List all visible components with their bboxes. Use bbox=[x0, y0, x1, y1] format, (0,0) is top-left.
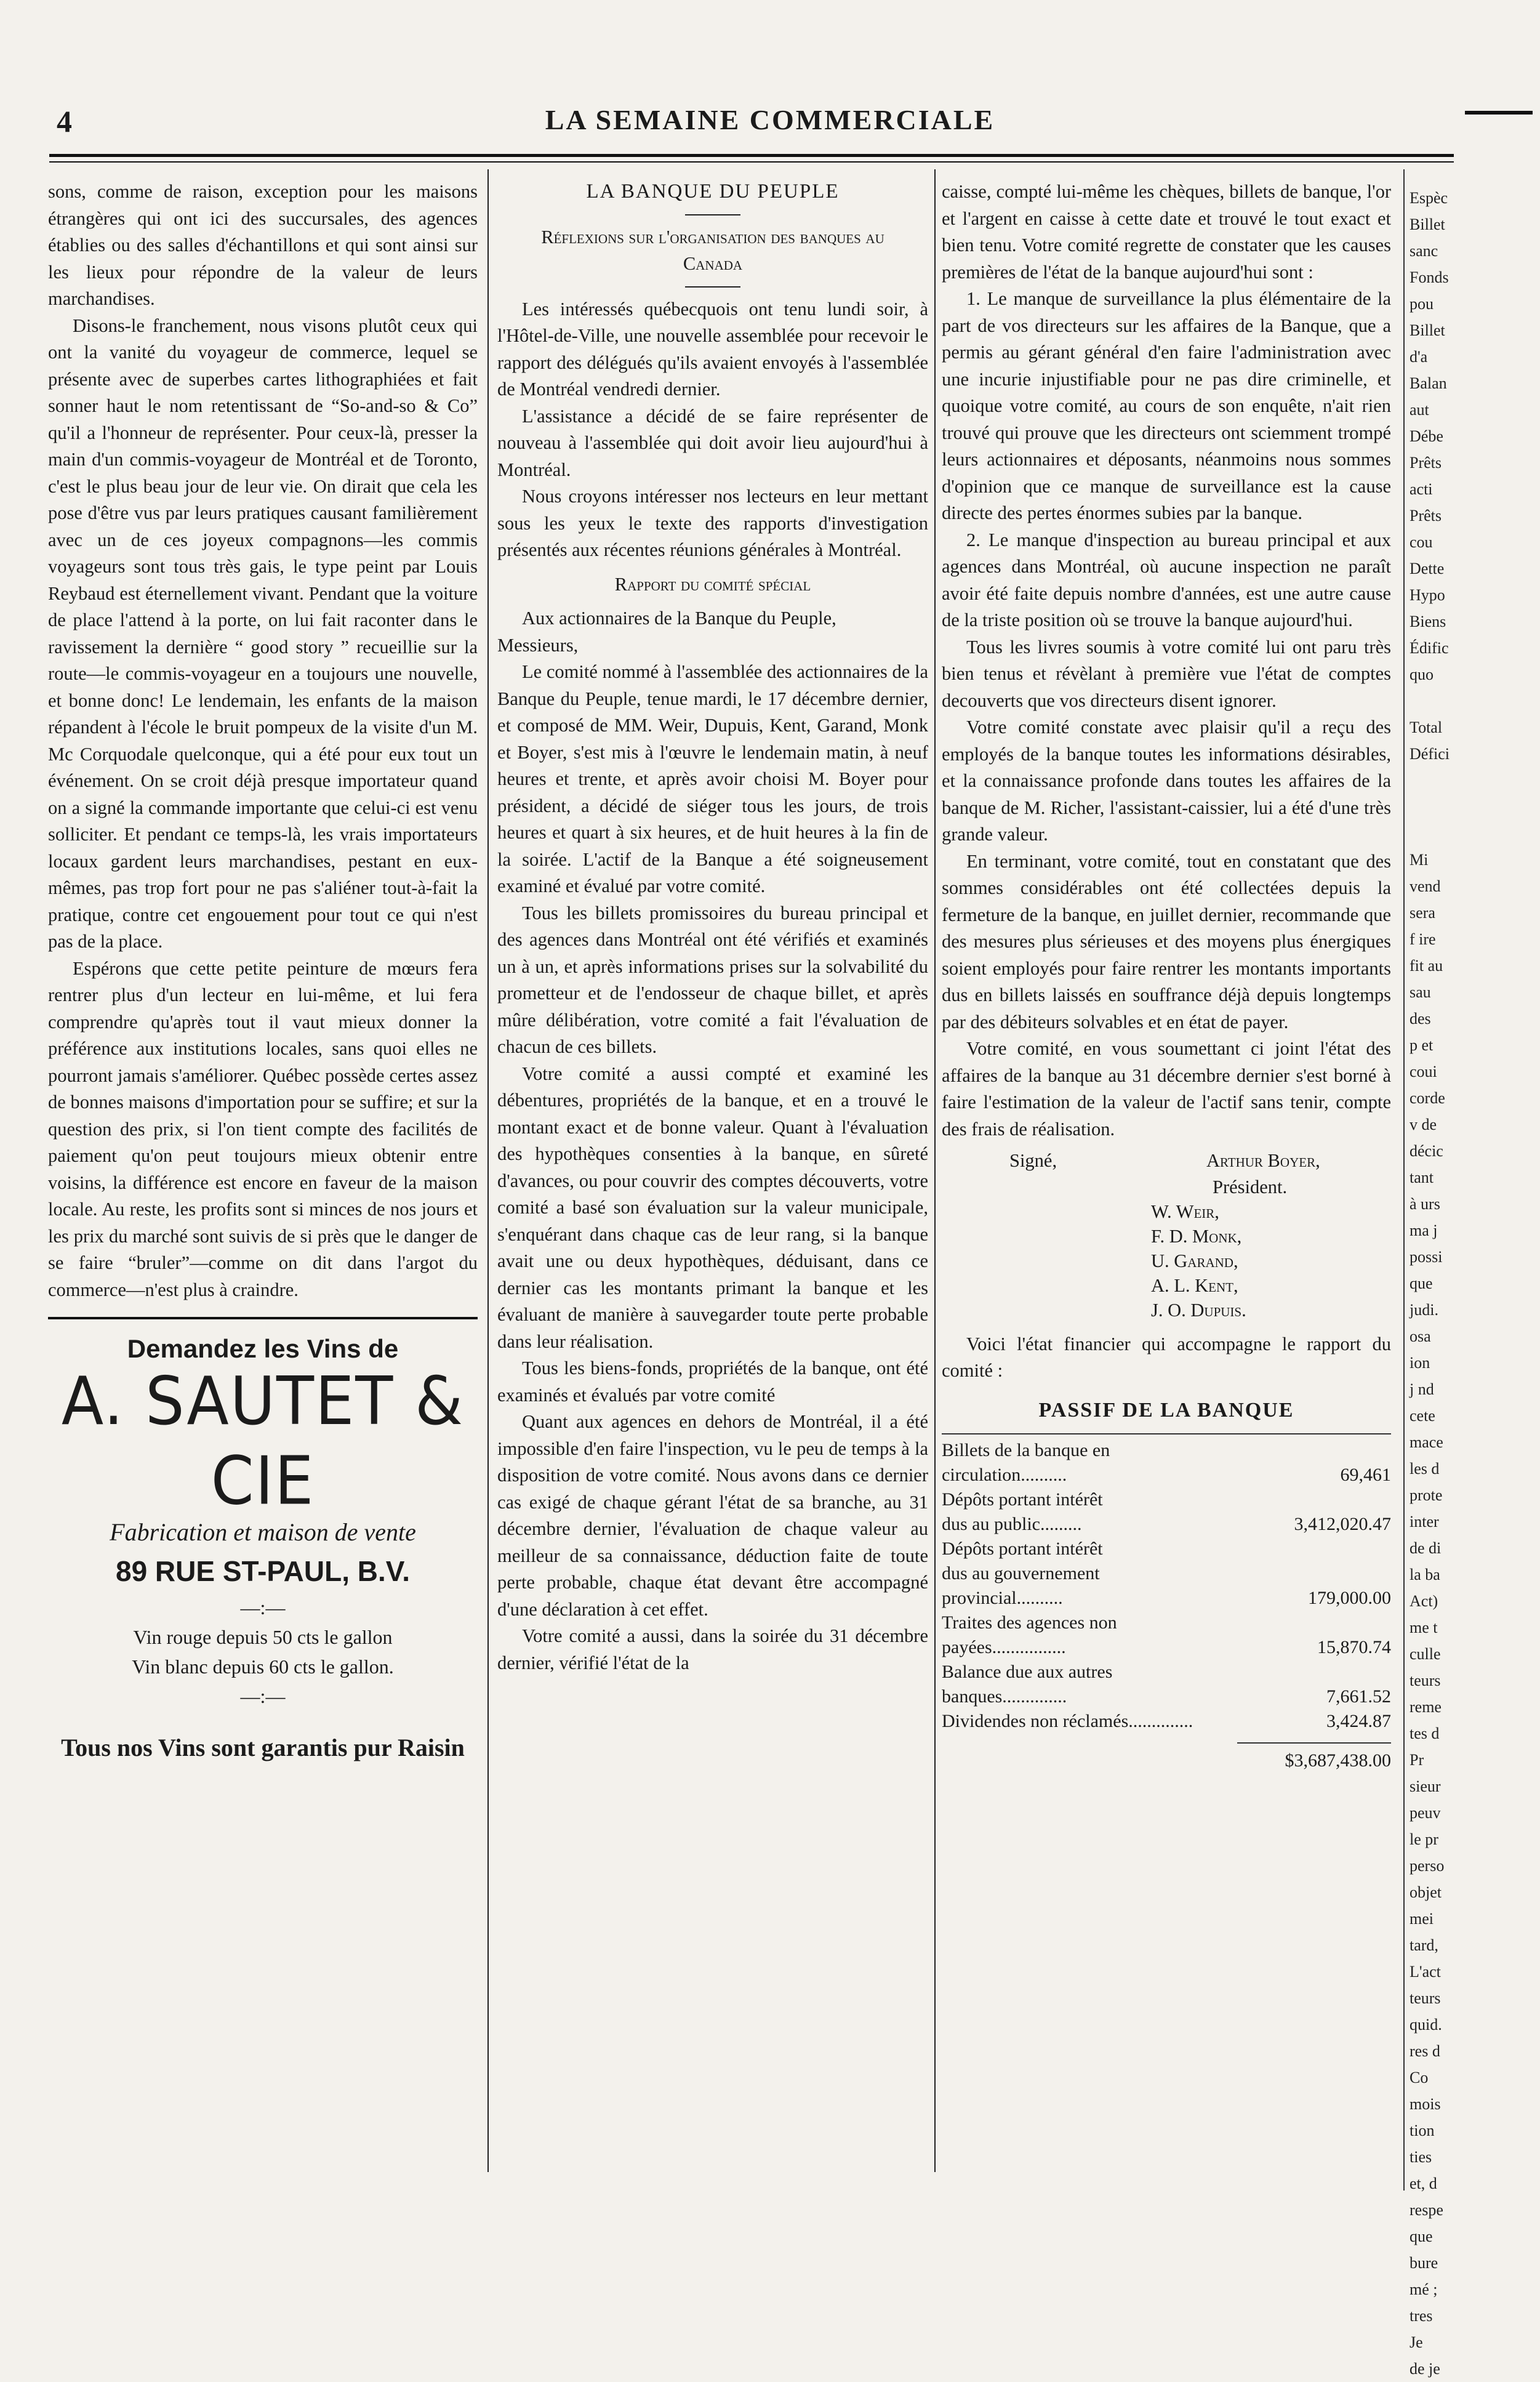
masthead-rule bbox=[49, 154, 1454, 157]
edge-fragment-line: sera bbox=[1410, 904, 1435, 922]
row-label: Dépôts portant intérêt dus au public......... bbox=[942, 1489, 1103, 1534]
signer-name: W. Weir, bbox=[1151, 1201, 1219, 1222]
paragraph: L'assistance a décidé de se faire représenter de nouveau à l'assemblée qui doit avoir lieu aujourd'hui à Montréal. bbox=[497, 405, 928, 480]
edge-fragment-line: Balan bbox=[1410, 374, 1447, 392]
table-row bbox=[942, 1438, 1391, 1487]
edge-fragment-line: vend bbox=[1410, 877, 1441, 895]
paragraph: Votre comité, en vous soumettant ci joint l'état des affaires de la banque au 31 décembre dernier s'est borné à faire l'estimation de la valeur de l'actif sans tenir, compte des frais de réalisation. bbox=[942, 1038, 1391, 1140]
edge-fragment-line: des bbox=[1410, 1010, 1431, 1028]
edge-fragment-line: peuv bbox=[1410, 1804, 1441, 1822]
paragraph: 2. Le manque d'inspection au bureau principal et aux agences dans Montréal, où aucune inspection ne paraît avoir été faite depuis nombre d'années, est une autre cause de la triste position où se trouve la banque aujourd'hui. bbox=[942, 529, 1391, 630]
signer-name: Arthur Boyer, bbox=[1206, 1150, 1320, 1171]
edge-fragment-line: Co bbox=[1410, 2069, 1429, 2086]
edge-fragment-line: judi. bbox=[1410, 1301, 1438, 1319]
paragraph: Votre comité constate avec plaisir qu'il a reçu des employés de la banque toutes les informations désirables, et la connaissance profonde dans toutes les affaires de la banque de M. Richer, l'assistant-caissier, lui a été d'une très grande valeur. bbox=[942, 717, 1391, 845]
edge-fragment-line: quo bbox=[1410, 666, 1434, 683]
column-divider bbox=[487, 169, 489, 2172]
edge-fragment-line: Hypo bbox=[1410, 586, 1445, 604]
edge-fragment-line: sau bbox=[1410, 983, 1431, 1001]
paragraph: En terminant, votre comité, tout en constatant que des sommes considérables ont été collectées depuis la fermeture de la banque, en juillet dernier, recommande que des mesures plus sérieuses et des moyens plus énergiques soient employés pour faire rentrer les montants importants dus en billets laissés en souffrance déjà depuis longtemps par des débiteurs solvables et en état de payer. bbox=[942, 850, 1391, 1032]
ad-separator: —:— bbox=[240, 1596, 286, 1619]
row-amount: 15,870.74 bbox=[1317, 1637, 1391, 1657]
edge-fragment-line: teurs bbox=[1410, 1989, 1441, 2007]
row-amount: 69,461 bbox=[1340, 1465, 1391, 1485]
row-amount: 3,412,020.47 bbox=[1294, 1514, 1391, 1534]
edge-fragment-line: Pr bbox=[1410, 1751, 1424, 1769]
edge-fragment-line: reme bbox=[1410, 1698, 1442, 1716]
report-address: Aux actionnaires de la Banque du Peuple, bbox=[522, 608, 836, 629]
ad-separator: —:— bbox=[240, 1685, 286, 1707]
edge-fragment-line: mei bbox=[1410, 1910, 1434, 1928]
edge-fragment-line: ties bbox=[1410, 2148, 1432, 2166]
paragraph: 1. Le manque de surveillance la plus élémentaire de la part de vos directeurs sur les affaires de la Banque, que a permis au gérant général d'en faire l'administration avec une incurie injustifiable pour ne pas dire criminelle, et quoique votre comité, au cours de son enquête, n'ait rien trouvé qui prouve que les directeurs ont sciemment trompé leurs actionnaires et déposants, néanmoins nous sommes d'opinion que ce manque de surveillance est la cause directe des pertes énormes subies par la banque. bbox=[942, 288, 1391, 523]
row-amount: 7,661.52 bbox=[1326, 1686, 1391, 1707]
edge-fragment-line: v de bbox=[1410, 1116, 1437, 1133]
edge-fragment-line: Prêts bbox=[1410, 454, 1442, 472]
report-salutation: Messieurs, bbox=[497, 634, 579, 656]
edge-fragment-line: ma j bbox=[1410, 1221, 1438, 1239]
ad-tagline: Fabrication et maison de vente bbox=[110, 1518, 416, 1546]
edge-fragment-line: tion bbox=[1410, 2122, 1435, 2139]
paragraph: Votre comité a aussi, dans la soirée du 31 décembre dernier, vérifié l'état de la bbox=[497, 1625, 928, 1673]
signed-label: Signé, bbox=[1009, 1150, 1057, 1171]
ad-headline: Demandez les Vins de bbox=[127, 1334, 399, 1363]
table-row bbox=[942, 1709, 1391, 1734]
ad-company-name: A. SAUTET & CIE bbox=[61, 1362, 465, 1520]
edge-fragment-line: mé ; bbox=[1410, 2280, 1438, 2298]
ad-white-wine-price: Vin blanc depuis 60 cts le gallon. bbox=[132, 1656, 394, 1678]
edge-fragment-line: bure bbox=[1410, 2254, 1438, 2272]
edge-fragment-line: sanc bbox=[1410, 242, 1438, 260]
edge-rule-top bbox=[1465, 111, 1533, 115]
edge-fragment-line: p et bbox=[1410, 1036, 1434, 1054]
paragraph: caisse, compté lui-même les chèques, billets de banque, l'or et l'argent en caisse à cette date et trouvé le tout exact et bien tenu. Votre comité regrette de constater que les causes premières de l'état de la banque aujourd'hui sont : bbox=[942, 181, 1391, 283]
paragraph: Les intéressés québecquois ont tenu lundi soir, à l'Hôtel-de-Ville, une nouvelle assemblée pour recevoir le rapport des délégués qu'ils avaient envoyés à l'assemblée de Montréal vendredi dernier. bbox=[497, 298, 928, 400]
edge-fragment-line: me t bbox=[1410, 1619, 1438, 1636]
paragraph: Votre comité a aussi compté et examiné les débentures, propriétés de la banque, et en a trouvé le montant exact et de bonne valeur. Quant à l'évaluation des hypothèques consenties à la banque, en sûreté d'avances, ou pour couvrir des comptes découverts, votre comité a basé son évaluation sur la valeur municipale, s'enquérant dans chaque cas de leur rang, si la banque avait une ou deux hypothèques, déduisant, dans ce dernier cas les montants primant la banque et les évaluant de manière à sauvegarder toute perte probable dans leur réalisation. bbox=[497, 1063, 928, 1352]
row-label: Traites des agences non payées................ bbox=[942, 1612, 1117, 1657]
edge-fragment-line: à urs bbox=[1410, 1195, 1440, 1213]
edge-fragment-line: prote bbox=[1410, 1486, 1443, 1504]
table-rule bbox=[942, 1433, 1391, 1434]
column-1 bbox=[48, 179, 478, 2197]
article-subtitle: Réflexions sur l'organisation des banques au Canada bbox=[541, 226, 884, 274]
edge-fragment-line: res d bbox=[1410, 2042, 1440, 2060]
edge-fragment-line: f ire bbox=[1410, 930, 1436, 948]
edge-fragment-line: fit au bbox=[1410, 957, 1443, 975]
paragraph: Voici l'état financier qui accompagne le rapport du comité : bbox=[942, 1333, 1391, 1381]
edge-fragment-line: mace bbox=[1410, 1433, 1443, 1451]
edge-fragment-line: mois bbox=[1410, 2095, 1441, 2113]
edge-fragment-line: Mi bbox=[1410, 851, 1429, 869]
ad-red-wine-price: Vin rouge depuis 50 cts le gallon bbox=[133, 1626, 393, 1648]
table-row bbox=[942, 1537, 1391, 1611]
paragraph: Nous croyons intéresser nos lecteurs en leur mettant sous les yeux le texte des rapports d'investigation présentés aux récentes réunions générales à Montréal. bbox=[497, 486, 928, 560]
edge-fragment-line: Billet bbox=[1410, 321, 1445, 339]
edge-fragment-line: Débe bbox=[1410, 427, 1443, 445]
masthead-rule-thin bbox=[49, 161, 1454, 163]
edge-fragment-line: culle bbox=[1410, 1645, 1441, 1663]
row-label: Balance due aux autres banques.............. bbox=[942, 1662, 1113, 1707]
edge-fragment-line: que bbox=[1410, 1274, 1433, 1292]
edge-fragment-line: perso bbox=[1410, 1857, 1445, 1875]
edge-divider bbox=[1403, 169, 1405, 2191]
edge-fragment-line bbox=[1410, 688, 1508, 714]
edge-fragment-line: cete bbox=[1410, 1407, 1435, 1425]
ad-guarantee: Tous nos Vins sont garantis pur Raisin bbox=[61, 1734, 465, 1761]
edge-fragment-line: les d bbox=[1410, 1460, 1440, 1478]
edge-fragment-line: tant bbox=[1410, 1169, 1434, 1186]
table-row bbox=[942, 1611, 1391, 1660]
edge-fragment-line: quid. bbox=[1410, 2016, 1442, 2034]
column-divider bbox=[934, 169, 936, 2172]
edge-fragment-line: de di bbox=[1410, 1539, 1442, 1557]
paragraph: Tous les biens-fonds, propriétés de la banque, ont été examinés et évalués par votre comité bbox=[497, 1358, 928, 1406]
title-rule bbox=[685, 214, 740, 215]
edge-fragment-line: Fonds bbox=[1410, 268, 1449, 286]
paragraph: Espérons que cette petite peinture de mœurs fera rentrer plus d'un lecteur en lui-même, et lui fera comprendre qu'après tout il vaut mieux donner la préférence aux institutions locales, sans quoi elles ne pourront jamais s'améliorer. Québec possède certes assez de bonnes maisons d'importation pour se suffire; et sur la question des prix, si l'on tient compte des facilités de paiement qu'on peut toujours mieux obtenir entre voisins, la différence est encore en faveur de la maison locale. Au reste, les profits sont si minces de nos jours et les prix du marché sont suivis de si près que le danger de se faire “bruler”—comme on dit dans l'argot du commerce—n'est plus à craindre. bbox=[48, 957, 478, 1300]
paragraph: Disons-le franchement, nous visons plutôt ceux qui ont la vanité du voyageur de commerce, lequel se présente avec de superbes cartes lithographiées et fait sonner haut le nom retentissant de “So-and-so & Co” qu'il a l'honneur de représenter. Pour ceux-là, presser la main d'un commis-voyageur de Montréal et de Toronto, c'est le plus beau jour de leur vie. On dirait que cela les pose d'être vus par leurs pratiques causant familièrement avec un de ces joyeux compagnons—les commis voyageurs sont tous très gais, le type peint par Louis Reybaud est éternellement vivant. Pendant que la voiture de place l'attend à la porte, on lui fait raconter dans le ravissement la dernière “ good story ” recueillie sur la route—le commis-voyageur en a toujours une nouvelle, et bonne donc! Le lendemain, les enfants de la maison répandent à l'école le bruit pompeux de la visite d'un M. Mc Corquodale quelconque, qui a été pour eux tout un événement. On se croit déjà presque importateur quand on a signé la commande importante que celui-ci est venu solliciter. Et pendant ce temps-là, les vrais importateurs locaux gardent leurs marchandises, pestant en eux-mêmes, pas trop fort pour ne pas s'aliéner tout-à-fait la pratique, contre cet engouement pour tout ce qui n'est pas de la place. bbox=[48, 315, 478, 952]
edge-fragment-line: d'a bbox=[1410, 348, 1428, 366]
edge-fragment-line: Billet bbox=[1410, 215, 1445, 233]
edge-fragment-line: osa bbox=[1410, 1327, 1431, 1345]
edge-fragment-line: Dette bbox=[1410, 560, 1445, 577]
signer-name: U. Garand, bbox=[1151, 1250, 1238, 1271]
paragraph: Le comité nommé à l'assemblée des actionnaires de la Banque du Peuple, tenue mardi, le 17 décembre dernier, et composé de MM. Weir, Dupuis, Kent, Garand, Monk et Boyer, s'est mis à l'œuvre le lendemain matin, à neuf heures et trente, et après avoir choisi M. Boyer pour président, a décidé de siéger tous les jours, de trois heures et quart à six heures, et de huit heures à la fin de la soirée. L'actif de la Banque a été soigneusement examiné et évalué par votre comité. bbox=[497, 661, 928, 896]
edge-fragment-line: corde bbox=[1410, 1089, 1445, 1107]
edge-fragment-line: le pr bbox=[1410, 1830, 1438, 1848]
edge-fragment-line: objet bbox=[1410, 1883, 1442, 1901]
edge-fragment-line: ion bbox=[1410, 1354, 1430, 1372]
row-amount: 3,424.87 bbox=[1326, 1711, 1391, 1731]
edge-fragment-line bbox=[1410, 767, 1508, 794]
edge-fragment-line: j nd bbox=[1410, 1380, 1434, 1398]
edge-fragment-line: Act) bbox=[1410, 1592, 1438, 1610]
paragraph: Tous les billets promissoires du bureau principal et des agences dans Montréal ont été vérifiés et examinés un à un, et après informations prises sur la solvabilité du prometteur et de l'endosseur de chaque billet, et après mûre délibération, votre comité a fait l'évaluation de chacun de ces billets. bbox=[497, 902, 928, 1057]
paragraph: Tous les livres soumis à votre comité lui ont paru très bien tenus et révèlant à première vue l'état de comptes decouverts que vos directeurs disent ignorer. bbox=[942, 636, 1391, 711]
edge-fragment-line: teurs bbox=[1410, 1672, 1441, 1689]
adjacent-page-fragments bbox=[1410, 185, 1508, 2378]
edge-fragment-line: coui bbox=[1410, 1063, 1437, 1080]
paragraph: sons, comme de raison, exception pour les maisons étrangères qui ont ici des succursales, des agences établies ou des salles d'échantillons et qui sont ainsi sur les lieux pour répondre de la valeur de leurs marchandises. bbox=[48, 181, 478, 309]
edge-fragment-line: cou bbox=[1410, 533, 1433, 551]
edge-fragment-line: inter bbox=[1410, 1513, 1439, 1531]
edge-fragment-line: Biens bbox=[1410, 613, 1446, 630]
edge-fragment-line: Espèc bbox=[1410, 189, 1448, 207]
edge-fragment-line: acti bbox=[1410, 480, 1433, 498]
edge-fragment-line: Édific bbox=[1410, 639, 1449, 657]
signer-name: J. O. Dupuis. bbox=[1151, 1299, 1246, 1321]
row-amount: 179,000.00 bbox=[1308, 1588, 1391, 1608]
signer-name: A. L. Kent, bbox=[1151, 1274, 1238, 1296]
edge-fragment-line: Prêts bbox=[1410, 507, 1442, 525]
financial-table bbox=[942, 1438, 1391, 1734]
edge-fragment-line: que bbox=[1410, 2227, 1433, 2245]
article-title: LA BANQUE DU PEUPLE bbox=[586, 180, 840, 203]
signer-name: F. D. Monk, bbox=[1151, 1225, 1242, 1247]
row-label: Dividendes non réclamés.............. bbox=[942, 1711, 1193, 1731]
edge-fragment-line: pou bbox=[1410, 295, 1434, 313]
ad-address: 89 RUE ST-PAUL, B.V. bbox=[115, 1555, 410, 1587]
edge-fragment-line: Défici bbox=[1410, 745, 1450, 763]
edge-fragment-line: décic bbox=[1410, 1142, 1443, 1160]
edge-fragment-line: Je bbox=[1410, 2333, 1423, 2351]
table-row bbox=[942, 1487, 1391, 1537]
subtitle-rule bbox=[685, 286, 740, 288]
edge-fragment-line: possi bbox=[1410, 1248, 1443, 1266]
edge-fragment-line bbox=[1410, 820, 1508, 847]
edge-fragment-line: tard, bbox=[1410, 1936, 1438, 1954]
financial-total: $3,687,438.00 bbox=[1237, 1742, 1391, 1774]
masthead: LA SEMAINE COMMERCIALE bbox=[545, 104, 995, 135]
edge-fragment-line: tes d bbox=[1410, 1724, 1440, 1742]
table-row bbox=[942, 1660, 1391, 1709]
signature-block bbox=[942, 1148, 1391, 1322]
edge-fragment-line: respe bbox=[1410, 2201, 1443, 2219]
row-label: Billets de la banque en circulation.......... bbox=[942, 1440, 1110, 1485]
row-label: Dépôts portant intérêt dus au gouvernement provincial.......... bbox=[942, 1539, 1103, 1608]
edge-fragment-line bbox=[1410, 794, 1508, 820]
signer-title: Président. bbox=[1213, 1176, 1288, 1197]
wine-advertisement bbox=[48, 1317, 478, 1766]
edge-fragment-line: L'act bbox=[1410, 1963, 1441, 1981]
report-title: Rapport du comité spécial bbox=[614, 573, 811, 595]
column-3 bbox=[942, 179, 1391, 2197]
edge-fragment-line: tres bbox=[1410, 2307, 1433, 2325]
edge-fragment-line: sieur bbox=[1410, 1777, 1441, 1795]
edge-fragment-line: aut bbox=[1410, 401, 1429, 419]
edge-fragment-line: la ba bbox=[1410, 1566, 1440, 1583]
financial-table-title: PASSIF DE LA BANQUE bbox=[1038, 1398, 1294, 1422]
edge-fragment-line: Total bbox=[1410, 718, 1443, 736]
edge-fragment-line: de je bbox=[1410, 2360, 1440, 2378]
page-number: 4 bbox=[57, 104, 72, 139]
paragraph: Quant aux agences en dehors de Montréal, il a été impossible d'en faire l'inspection, vu le peu de temps à la disposition de votre comité. Nous avons dans ce dernier cas exigé de chaque gérant l'état de sa branche, au 31 décembre dernier, l'évaluation de chaque valeur au meilleur de sa connaissance, déduction faite de toute perte probable, chaque état devant être accompagné d'une déclaration à cet effet. bbox=[497, 1411, 928, 1620]
column-2 bbox=[497, 179, 928, 2197]
edge-fragment-line: et, d bbox=[1410, 2175, 1437, 2192]
